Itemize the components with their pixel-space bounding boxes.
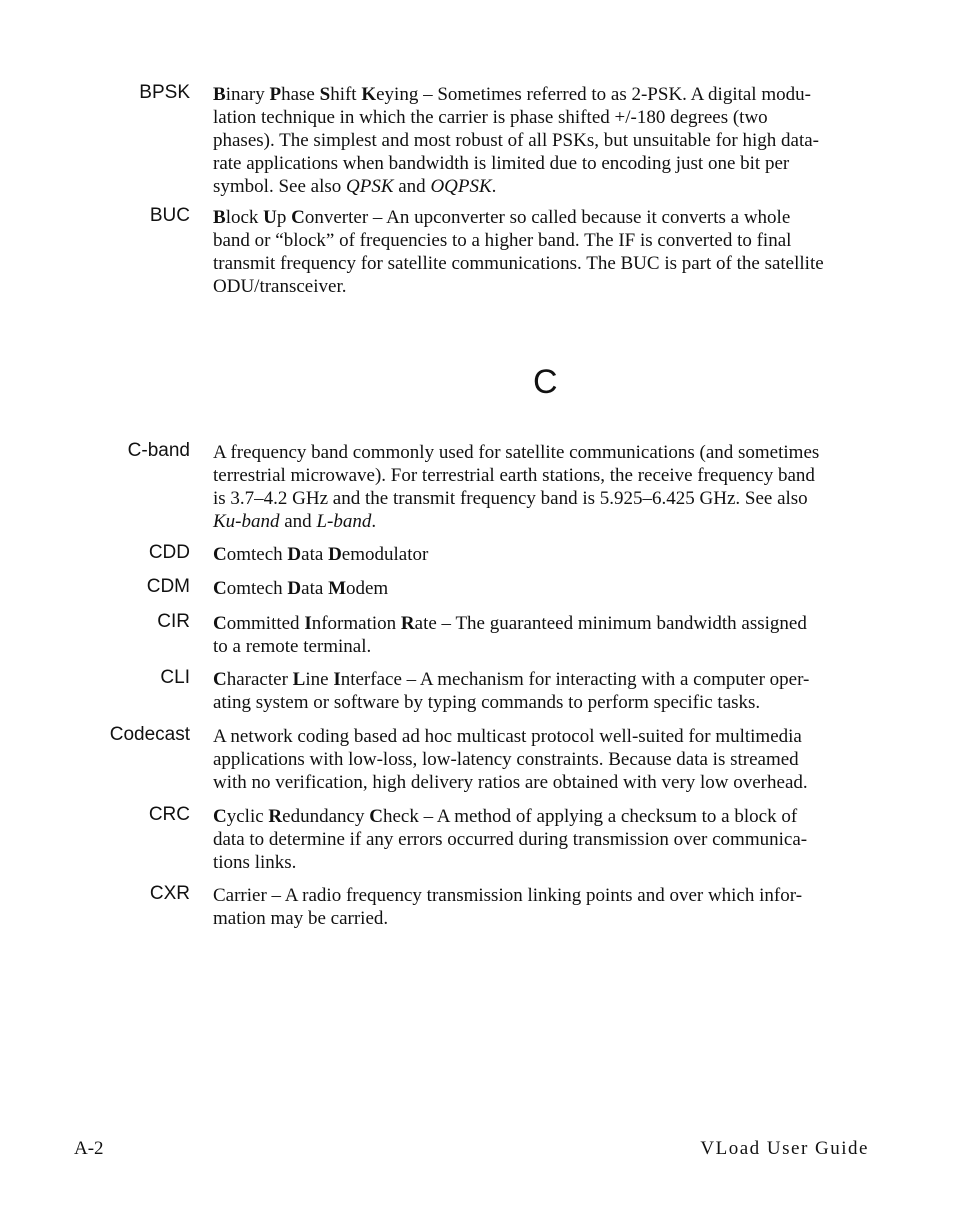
definition-text: tions links. [213, 852, 297, 873]
acronym-initial: L [292, 669, 306, 690]
definition-text: data to determine if any errors occurred during transmission over communica- [213, 829, 808, 850]
definition-text: A network coding based ad hoc multicast protocol well-suited for multimedia [213, 726, 802, 747]
definition-text: omtech [226, 578, 288, 599]
definition-text: haracter [226, 669, 293, 690]
definition-text: ata [301, 544, 329, 565]
definition-line [213, 206, 883, 229]
definition-text: ine [305, 669, 334, 690]
definition-line [213, 907, 883, 930]
acronym-initial: M [328, 578, 346, 599]
definition-line [213, 691, 883, 714]
definition-text: ating system or software by typing commands to perform specific tasks. [213, 692, 761, 713]
footer-page-number: A-2 [74, 1138, 104, 1159]
term-definition [213, 612, 883, 658]
acronym-initial: I [333, 669, 341, 690]
definition-text: lock [225, 207, 264, 228]
acronym-initial: B [213, 207, 226, 228]
definition-text: mation may be carried. [213, 908, 389, 929]
acronym-initial: C [213, 544, 227, 565]
cross-reference: OQPSK [430, 176, 492, 197]
definition-text: lation technique in which the carrier is phase shifted +/-180 degrees (two [213, 107, 768, 128]
acronym-initial: C [291, 207, 305, 228]
definition-text: edundancy [282, 806, 370, 827]
term-definition [213, 441, 883, 533]
definition-line [213, 106, 883, 129]
acronym-initial: C [213, 578, 227, 599]
definition-text: ata [301, 578, 329, 599]
term-definition [213, 805, 883, 874]
term-definition [213, 543, 883, 566]
definition-text: nterface – A mechanism for interacting with a computer oper- [340, 669, 810, 690]
definition-line [213, 725, 883, 748]
definition-line [213, 748, 883, 771]
term-label: BPSK [139, 82, 190, 103]
definition-text: p [276, 207, 292, 228]
footer-document-title: VLoad User Guide [700, 1138, 869, 1159]
definition-text: terrestrial microwave). For terrestrial earth stations, the receive frequency band [213, 465, 815, 486]
definition-text: with no verification, high delivery ratios are obtained with very low overhead. [213, 772, 808, 793]
definition-line [213, 129, 883, 152]
definition-text: yclic [226, 806, 269, 827]
definition-text: emodulator [341, 544, 429, 565]
definition-text: nformation [311, 613, 401, 634]
term-definition [213, 884, 883, 930]
definition-text: applications with low-loss, low-latency constraints. Because data is streamed [213, 749, 799, 770]
definition-line [213, 487, 883, 510]
acronym-initial: I [304, 613, 312, 634]
cross-reference: Ku-band [213, 511, 280, 532]
definition-text: is 3.7–4.2 GHz and the transmit frequency band is 5.925–6.425 GHz. See also [213, 488, 808, 509]
definition-text: hase [281, 84, 320, 105]
definition-line [213, 83, 883, 106]
acronym-initial: K [361, 84, 377, 105]
acronym-initial: U [263, 207, 277, 228]
term-label: CXR [149, 883, 190, 904]
term-label: CIR [157, 611, 190, 632]
section-heading-letter: C [533, 363, 558, 401]
definition-line [213, 668, 883, 691]
definition-text: and [279, 511, 317, 532]
definition-text: band or “block” of frequencies to a higher band. The IF is converted to final [213, 230, 792, 251]
term-label: BUC [149, 205, 190, 226]
acronym-initial: B [213, 84, 226, 105]
acronym-initial: D [287, 544, 302, 565]
definition-line [213, 441, 883, 464]
definition-text: phases). The simplest and most robust of all PSKs, but unsuitable for high data- [213, 130, 819, 151]
definition-text: inary [225, 84, 270, 105]
definition-line [213, 275, 883, 298]
definition-line [213, 510, 883, 533]
acronym-initial: P [269, 84, 282, 105]
definition-text: . [491, 176, 497, 197]
term-label: CDD [148, 542, 190, 563]
definition-line [213, 635, 883, 658]
term-label: Codecast [109, 724, 190, 745]
definition-text: ate – The guaranteed minimum bandwidth assigned [414, 613, 807, 634]
definition-line [213, 175, 883, 198]
acronym-initial: C [213, 806, 227, 827]
term-definition [213, 206, 883, 298]
term-label: CLI [160, 667, 190, 688]
definition-line [213, 884, 883, 907]
definition-text: ommitted [226, 613, 305, 634]
definition-text: . [371, 511, 377, 532]
definition-line [213, 851, 883, 874]
acronym-initial: R [268, 806, 283, 827]
acronym-initial: D [287, 578, 302, 599]
definition-line [213, 577, 883, 600]
definition-text: ODU/transceiver. [213, 276, 347, 297]
definition-text: Carrier – A radio frequency transmission linking points and over which infor- [213, 885, 803, 906]
definition-line [213, 771, 883, 794]
definition-text: omtech [226, 544, 288, 565]
term-definition [213, 725, 883, 794]
acronym-initial: D [328, 544, 342, 565]
definition-text: odem [346, 578, 389, 599]
cross-reference: QPSK [346, 176, 394, 197]
definition-line [213, 543, 883, 566]
definition-line [213, 464, 883, 487]
definition-text: to a remote terminal. [213, 636, 372, 657]
term-label: C-band [127, 440, 190, 461]
definition-text: rate applications when bandwidth is limited due to encoding just one bit per [213, 153, 790, 174]
definition-text: heck – A method of applying a checksum to a block of [382, 806, 798, 827]
acronym-initial: C [213, 669, 227, 690]
acronym-initial: C [369, 806, 383, 827]
definition-text: onverter – An upconverter so called because it converts a whole [304, 207, 791, 228]
acronym-initial: S [319, 84, 331, 105]
definition-line [213, 252, 883, 275]
definition-line [213, 612, 883, 635]
term-definition [213, 668, 883, 714]
definition-text: symbol. See also [213, 176, 346, 197]
definition-line [213, 152, 883, 175]
definition-line [213, 828, 883, 851]
term-label: CDM [146, 576, 190, 597]
term-label: CRC [148, 804, 190, 825]
acronym-initial: C [213, 613, 227, 634]
definition-line [213, 805, 883, 828]
cross-reference: L-band [316, 511, 372, 532]
definition-text: transmit frequency for satellite communications. The BUC is part of the satellite [213, 253, 824, 274]
definition-text: A frequency band commonly used for satellite communications (and sometimes [213, 442, 820, 463]
definition-text: and [393, 176, 431, 197]
acronym-initial: R [400, 613, 415, 634]
term-definition [213, 83, 883, 198]
term-definition [213, 577, 883, 600]
definition-text: hift [330, 84, 362, 105]
definition-text: eying – Sometimes referred to as 2-PSK. A digital modu- [376, 84, 811, 105]
definition-line [213, 229, 883, 252]
